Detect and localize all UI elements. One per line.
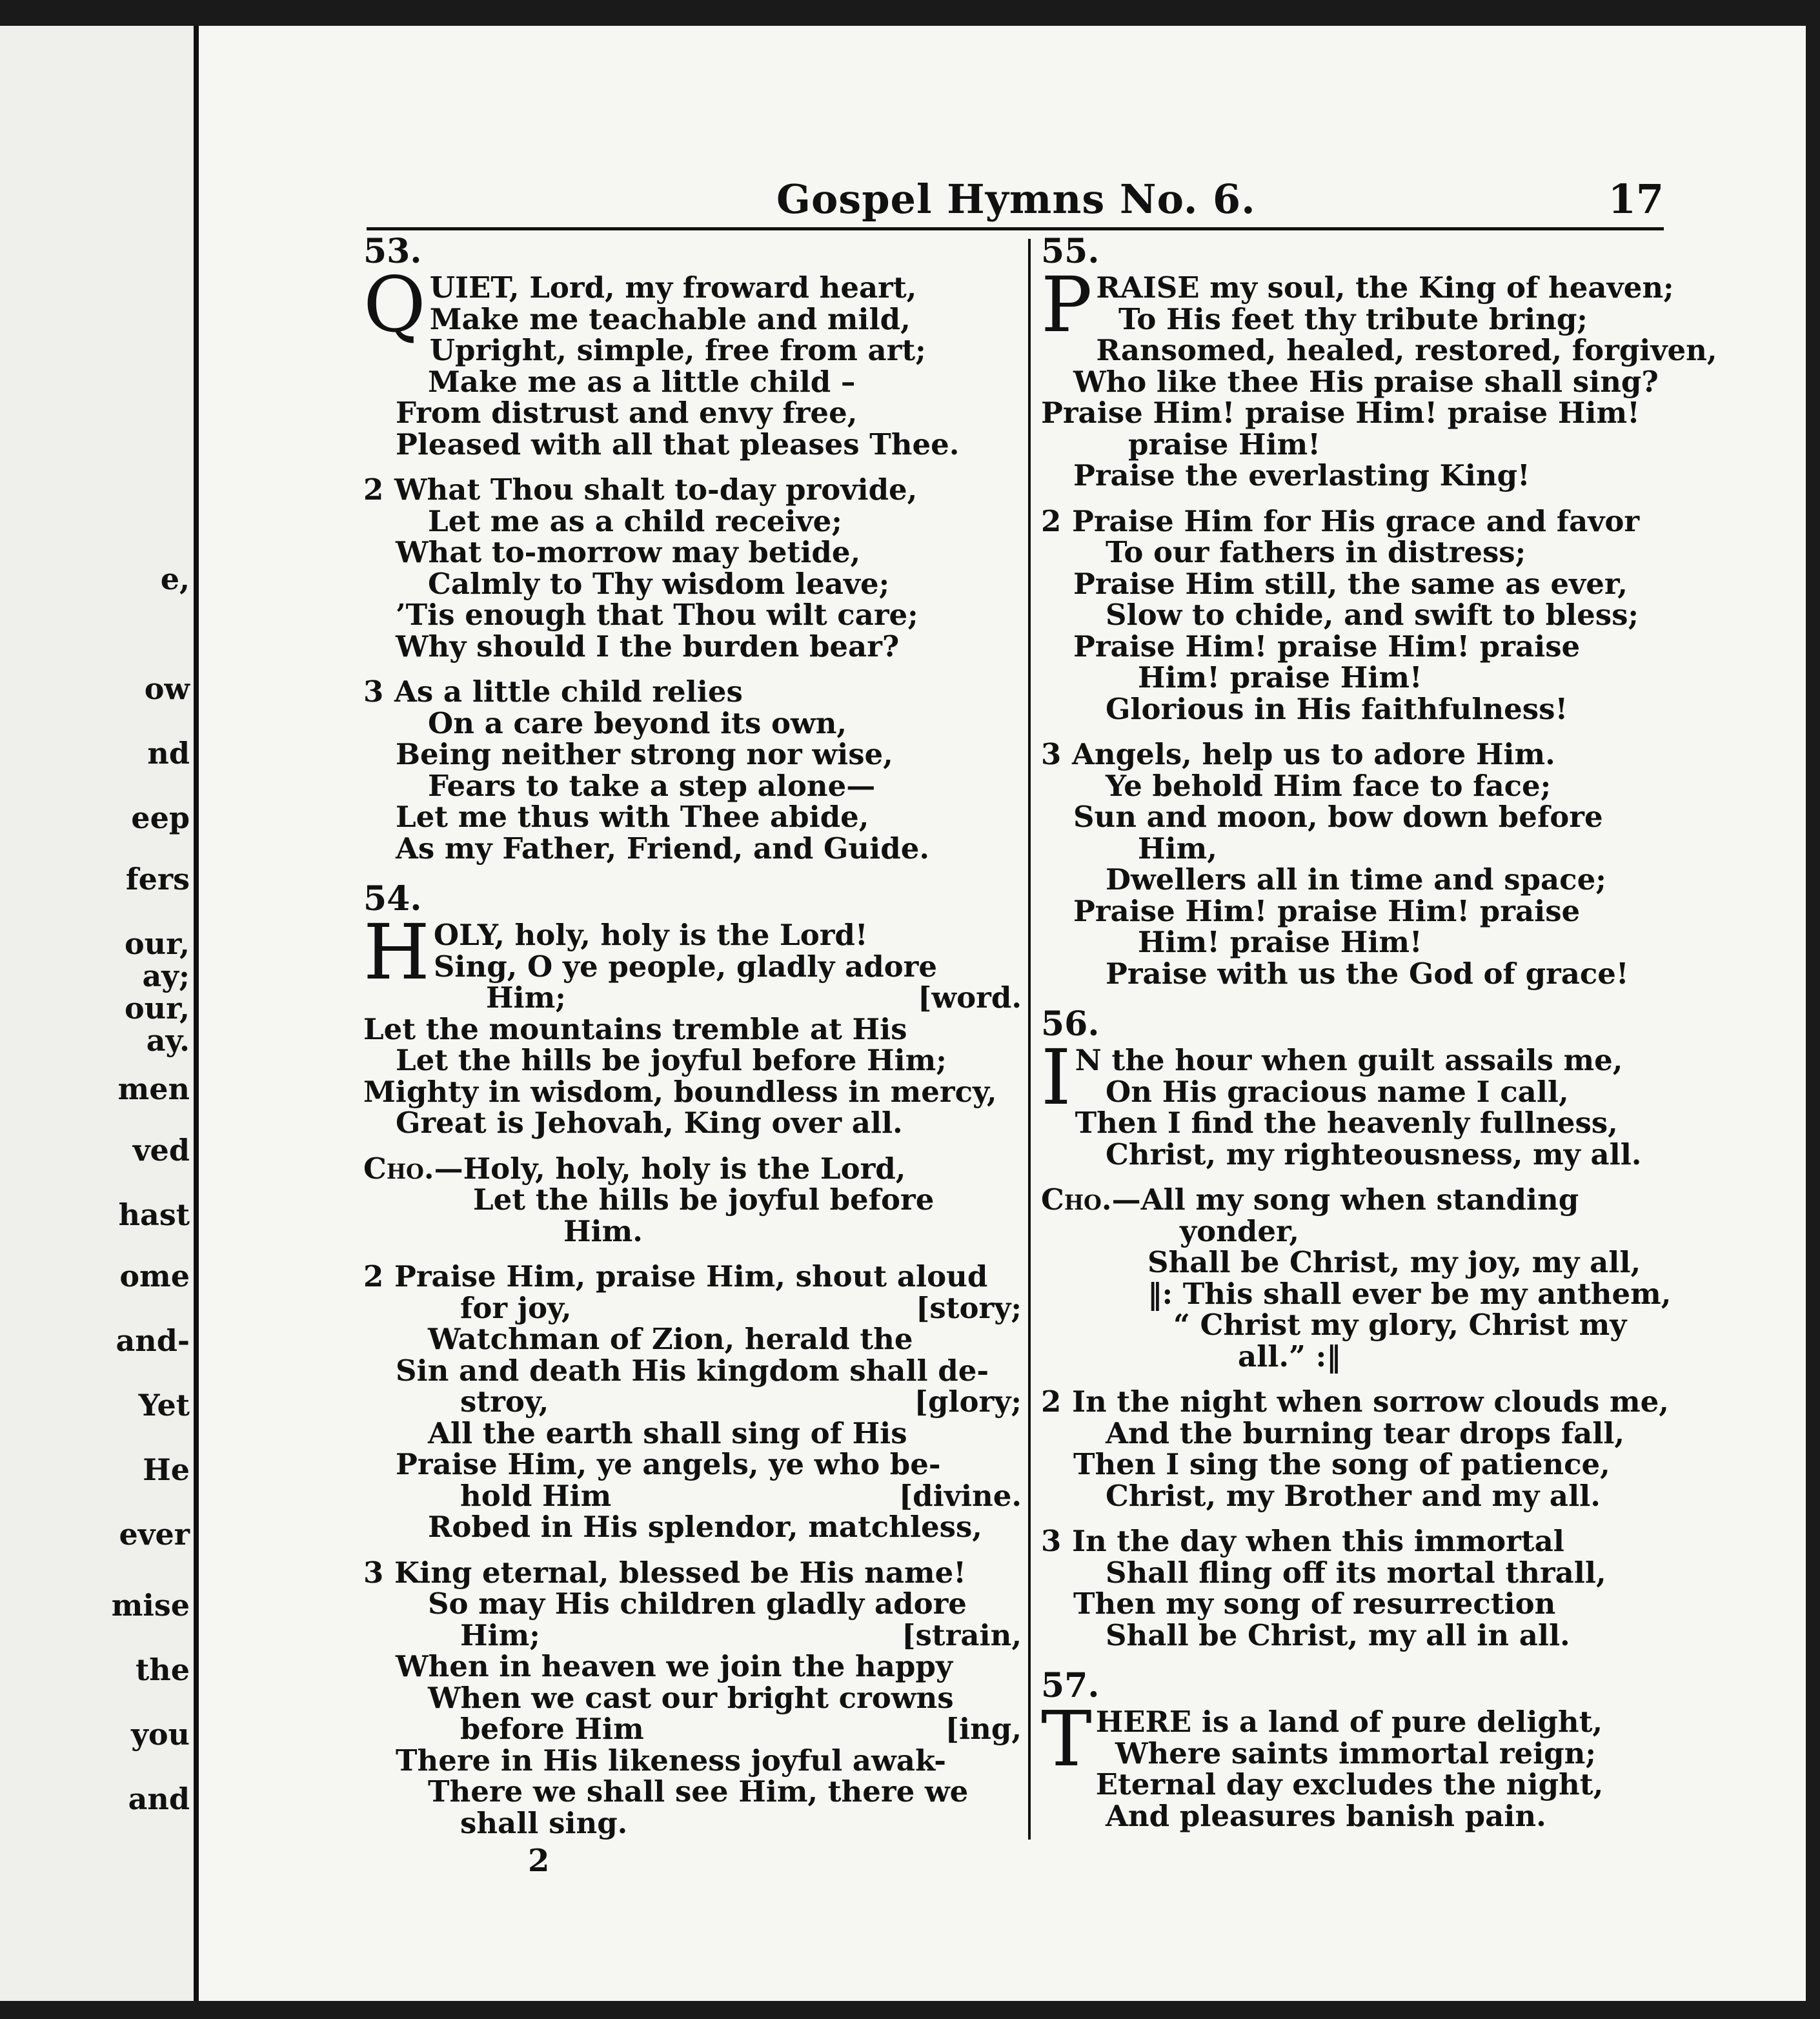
verse-line: Sin and death His kingdom shall de- <box>396 1353 989 1388</box>
verse-2 <box>363 474 1022 662</box>
hymn-53 <box>363 231 1022 864</box>
verse-line: Great is Jehovah, King over all. <box>396 1106 903 1140</box>
verse-line: Let the mountains tremble at His <box>363 1011 907 1046</box>
verse-line: All the earth shall sing of His <box>428 1415 907 1450</box>
hymn-number: 53. <box>363 232 422 271</box>
verse-line: praise Him! <box>1128 427 1321 462</box>
prev-page-fragment: e, <box>160 562 190 596</box>
verse-line <box>363 1153 1022 1185</box>
line-text: Him; <box>486 980 566 1015</box>
verse-line: Then I find the heavenly fullness, <box>1075 1106 1618 1140</box>
verse-number: 3 <box>363 675 384 709</box>
verse-3 <box>363 1557 1022 1840</box>
hymn-57 <box>1041 1665 1686 1832</box>
drop-cap: P <box>1041 260 1093 349</box>
prev-page-fragment: ome <box>119 1259 190 1294</box>
line-text: UIET, Lord, my froward heart, <box>429 270 917 305</box>
verse-line: ‖: This shall ever be my anthem, <box>1148 1276 1672 1311</box>
verse-line <box>363 982 1022 1014</box>
verse-line: Praise Him! praise Him! praise Him! <box>1041 396 1640 430</box>
verse-line: From distrust and envy free, <box>396 396 858 430</box>
drop-cap: Q <box>363 260 426 349</box>
verse-line: Shall fling off its mortal thrall, <box>1106 1555 1606 1590</box>
verse-line: Where saints immortal reign; <box>1115 1736 1596 1770</box>
verse-line: Sing, O ye people, gladly adore <box>433 949 938 984</box>
prev-page-fragment: the <box>136 1652 190 1687</box>
verse-line: Praise Him! praise Him! praise <box>1073 629 1581 664</box>
prev-page-fragment: and <box>128 1781 190 1816</box>
chorus <box>363 1153 1022 1248</box>
verse-line: Ransomed, healed, restored, forgiven, <box>1096 333 1717 367</box>
line-text: [word. <box>918 980 1022 1015</box>
verse-line: Let me thus with Thee abide, <box>396 800 869 834</box>
verse-line <box>363 1261 1022 1293</box>
verse-line: Shall be Christ, my all in all. <box>1106 1618 1570 1652</box>
page-number: 17 <box>1608 176 1664 223</box>
drop-cap: I <box>1041 1033 1071 1122</box>
verse-number: 3 <box>1041 737 1062 771</box>
verse-line: Christ, my righteousness, my all. <box>1106 1137 1642 1172</box>
verse-line: Dwellers all in time and space; <box>1106 862 1606 897</box>
line-text: Him; <box>460 1618 540 1652</box>
line-text: Praise Him for His grace and favor <box>1072 503 1640 538</box>
line-text: In the night when sorrow clouds me, <box>1072 1385 1669 1419</box>
prev-page-fragment: mise <box>111 1588 190 1623</box>
verse-line: Him! praise Him! <box>1138 925 1422 959</box>
hymnal-page <box>194 26 1806 2001</box>
hymn-number: 55. <box>1041 232 1100 271</box>
verse-line <box>363 1290 1022 1325</box>
verse-number: 2 <box>363 472 384 507</box>
verse-line: Ye behold Him face to face; <box>1106 768 1552 803</box>
line-text: before Him <box>460 1712 644 1746</box>
column-divider <box>1028 239 1031 1840</box>
verse-line <box>363 1386 1022 1418</box>
verse-line: Him, <box>1138 831 1217 866</box>
prev-page-fragment: fers <box>125 862 190 897</box>
verse-line <box>1041 1526 1686 1557</box>
line-text: Praise Him, praise Him, shout aloud <box>394 1259 988 1294</box>
verse-line: What to-morrow may betide, <box>396 535 861 569</box>
verse-line <box>1041 503 1686 538</box>
verse-line: Let the hills be joyful before <box>473 1182 935 1217</box>
prev-page-fragment: eep <box>131 800 190 835</box>
prev-page-fragment: men <box>117 1071 190 1106</box>
line-text: In the day when this immortal <box>1072 1524 1564 1558</box>
verse-line: Glorious in His faithfulness! <box>1106 691 1568 726</box>
verse-line: Then my song of resurrection <box>1073 1587 1556 1621</box>
line-text: for joy, <box>460 1290 572 1325</box>
verse-line <box>1041 1386 1686 1418</box>
hymn-55 <box>1041 231 1717 991</box>
verse-1 <box>1041 1694 1686 1833</box>
line-text: King eternal, blessed be His name! <box>394 1555 966 1590</box>
verse-line: There in His likeness joyful awak- <box>396 1743 946 1778</box>
verse-line: There we shall see Him, there we <box>428 1774 969 1809</box>
verse-line: When in heaven we join the happy <box>396 1649 953 1683</box>
verse-line: Make me as a little child – <box>428 364 856 399</box>
verse-3 <box>1041 1526 1686 1651</box>
verse-line: all.” :‖ <box>1238 1339 1341 1374</box>
verse-line: Fears to take a step alone— <box>428 768 876 803</box>
verse-line: To His feet thy tribute bring; <box>1118 301 1588 336</box>
line-text: [ing, <box>945 1712 1022 1746</box>
prev-page-fragment: and- <box>116 1323 190 1358</box>
verse-line: Christ, my Brother and my all. <box>1106 1478 1601 1513</box>
verse-1 <box>1041 1033 1686 1172</box>
verse-number: 3 <box>1041 1524 1062 1558</box>
hymn-54 <box>363 878 1022 1839</box>
verse-line: Who like thee His praise shall sing? <box>1073 364 1659 399</box>
verse-line: Praise Him! praise Him! praise <box>1073 893 1581 928</box>
verse-line: Praise Him, ye angels, ye who be- <box>396 1447 941 1481</box>
verse-line: So may His children gladly adore <box>428 1587 967 1621</box>
verse-1 <box>363 260 1022 462</box>
verse-line: Mighty in wisdom, boundless in mercy, <box>363 1074 997 1109</box>
verse-line: As my Father, Friend, and Guide. <box>396 831 930 866</box>
prev-page-fragment: ay. <box>146 1023 190 1058</box>
previous-page-edge <box>0 26 197 2001</box>
verse-1 <box>363 908 1022 1140</box>
prev-page-fragment: ved <box>132 1133 190 1168</box>
line-text: RAISE my soul, the King of heaven; <box>1096 270 1674 305</box>
verse-3 <box>363 676 1022 864</box>
hymn-number: 57. <box>1041 1666 1100 1705</box>
verse-2 <box>1041 503 1686 726</box>
verse-3 <box>1041 739 1686 989</box>
verse-line: Why should I the burden bear? <box>396 629 900 664</box>
verse-line <box>363 1620 1022 1652</box>
verse-line: And the burning tear drops fall, <box>1106 1415 1625 1450</box>
line-text: Angels, help us to adore Him. <box>1072 737 1555 771</box>
line-text: [story; <box>916 1290 1022 1325</box>
line-text: hold Him <box>460 1478 612 1513</box>
line-text: [glory; <box>914 1385 1022 1419</box>
verse-number: 2 <box>1041 503 1062 538</box>
verse-line: When we cast our bright crowns <box>428 1680 954 1715</box>
verse-line: Being neither strong nor wise, <box>396 737 893 771</box>
verse-line: Calmly to Thy wisdom leave; <box>428 566 890 601</box>
verse-line: yonder, <box>1180 1213 1300 1248</box>
verse-line: Praise Him still, the same as ever, <box>1073 566 1628 601</box>
verse-line: Shall be Christ, my joy, my all, <box>1148 1245 1641 1279</box>
line-text: stroy, <box>460 1385 549 1419</box>
prev-page-fragment: hast <box>118 1197 190 1232</box>
verse-line: Upright, simple, free from art; <box>429 333 926 367</box>
verse-2 <box>363 1261 1022 1543</box>
verse-line: Praise with us the God of grace! <box>1106 956 1629 991</box>
chorus <box>1041 1184 1686 1372</box>
line-text: [divine. <box>898 1478 1022 1513</box>
prev-page-fragment: ever <box>119 1517 190 1552</box>
verse-line: Let me as a child receive; <box>428 503 842 538</box>
verse-line: “ Christ my glory, Christ my <box>1173 1308 1627 1342</box>
left-column <box>363 231 1022 1853</box>
verse-2 <box>1041 1386 1686 1512</box>
verse-line <box>363 474 1022 506</box>
chorus-label: Cho. <box>1041 1182 1112 1217</box>
verse-number: 2 <box>363 1259 384 1294</box>
verse-line: Then I sing the song of patience, <box>1073 1447 1610 1481</box>
verse-line: ’Tis enough that Thou wilt care; <box>396 598 918 632</box>
running-header <box>367 163 1664 230</box>
prev-page-fragment: our, <box>124 926 190 961</box>
line-text: [strain, <box>902 1618 1022 1652</box>
drop-cap: H <box>363 908 430 997</box>
verse-line: Praise the everlasting King! <box>1073 458 1530 492</box>
verse-line: shall sing. <box>460 1805 628 1840</box>
line-text: N the hour when guilt assails me, <box>1075 1043 1623 1077</box>
line-text: —All my song when standing <box>1111 1182 1579 1217</box>
verse-line: Pleased with all that pleases Thee. <box>396 427 960 462</box>
hymn-number: 56. <box>1041 1004 1100 1044</box>
verse-line <box>363 1714 1022 1745</box>
line-text: —Holy, holy, holy is the Lord, <box>434 1151 906 1186</box>
verse-line: Eternal day excludes the night, <box>1095 1767 1604 1801</box>
verse-number: 3 <box>363 1555 384 1590</box>
verse-1 <box>1041 260 1717 492</box>
verse-line: On His gracious name I call, <box>1106 1074 1569 1109</box>
drop-cap: T <box>1041 1694 1092 1783</box>
line-text: OLY, holy, holy is the Lord! <box>433 918 868 952</box>
prev-page-fragment: Yet <box>138 1388 190 1423</box>
verse-line: Let the hills be joyful before Him; <box>396 1043 947 1077</box>
prev-page-fragment: nd <box>147 736 190 771</box>
prev-page-fragment: ow <box>144 671 190 706</box>
verse-line: Watchman of Zion, herald the <box>428 1322 913 1356</box>
right-column <box>1041 231 1717 1846</box>
signature-mark: 2 <box>528 1843 550 1879</box>
verse-line <box>363 676 1022 708</box>
verse-line <box>363 1478 1022 1513</box>
verse-line: Robed in His splendor, matchless, <box>428 1510 982 1544</box>
page-title: Gospel Hymns No. 6. <box>776 176 1256 223</box>
line-text: HERE is a land of pure delight, <box>1095 1705 1603 1739</box>
verse-line <box>1041 1184 1686 1216</box>
verse-line: Make me teachable and mild, <box>429 301 911 336</box>
prev-page-fragment: ay; <box>142 959 190 993</box>
verse-line: Him. <box>563 1213 643 1248</box>
verse-line: And pleasures banish pain. <box>1106 1798 1546 1833</box>
chorus-label: Cho. <box>363 1151 434 1186</box>
verse-line: On a care beyond its own, <box>428 705 847 740</box>
prev-page-fragment: our, <box>124 991 190 1026</box>
verse-line: Sun and moon, bow down before <box>1073 800 1603 834</box>
verse-line: Him! praise Him! <box>1138 660 1422 695</box>
hymn-56 <box>1041 1004 1686 1651</box>
verse-line <box>363 1557 1022 1589</box>
prev-page-fragment: He <box>143 1452 190 1487</box>
verse-line <box>1041 739 1686 771</box>
verse-line: To our fathers in distress; <box>1106 535 1526 569</box>
verse-number: 2 <box>1041 1385 1062 1419</box>
verse-line: Slow to chide, and swift to bless; <box>1106 598 1639 632</box>
line-text: What Thou shalt to-day provide, <box>394 472 918 507</box>
line-text: As a little child relies <box>394 675 743 709</box>
hymn-number: 54. <box>363 879 422 918</box>
prev-page-fragment: you <box>131 1717 190 1752</box>
